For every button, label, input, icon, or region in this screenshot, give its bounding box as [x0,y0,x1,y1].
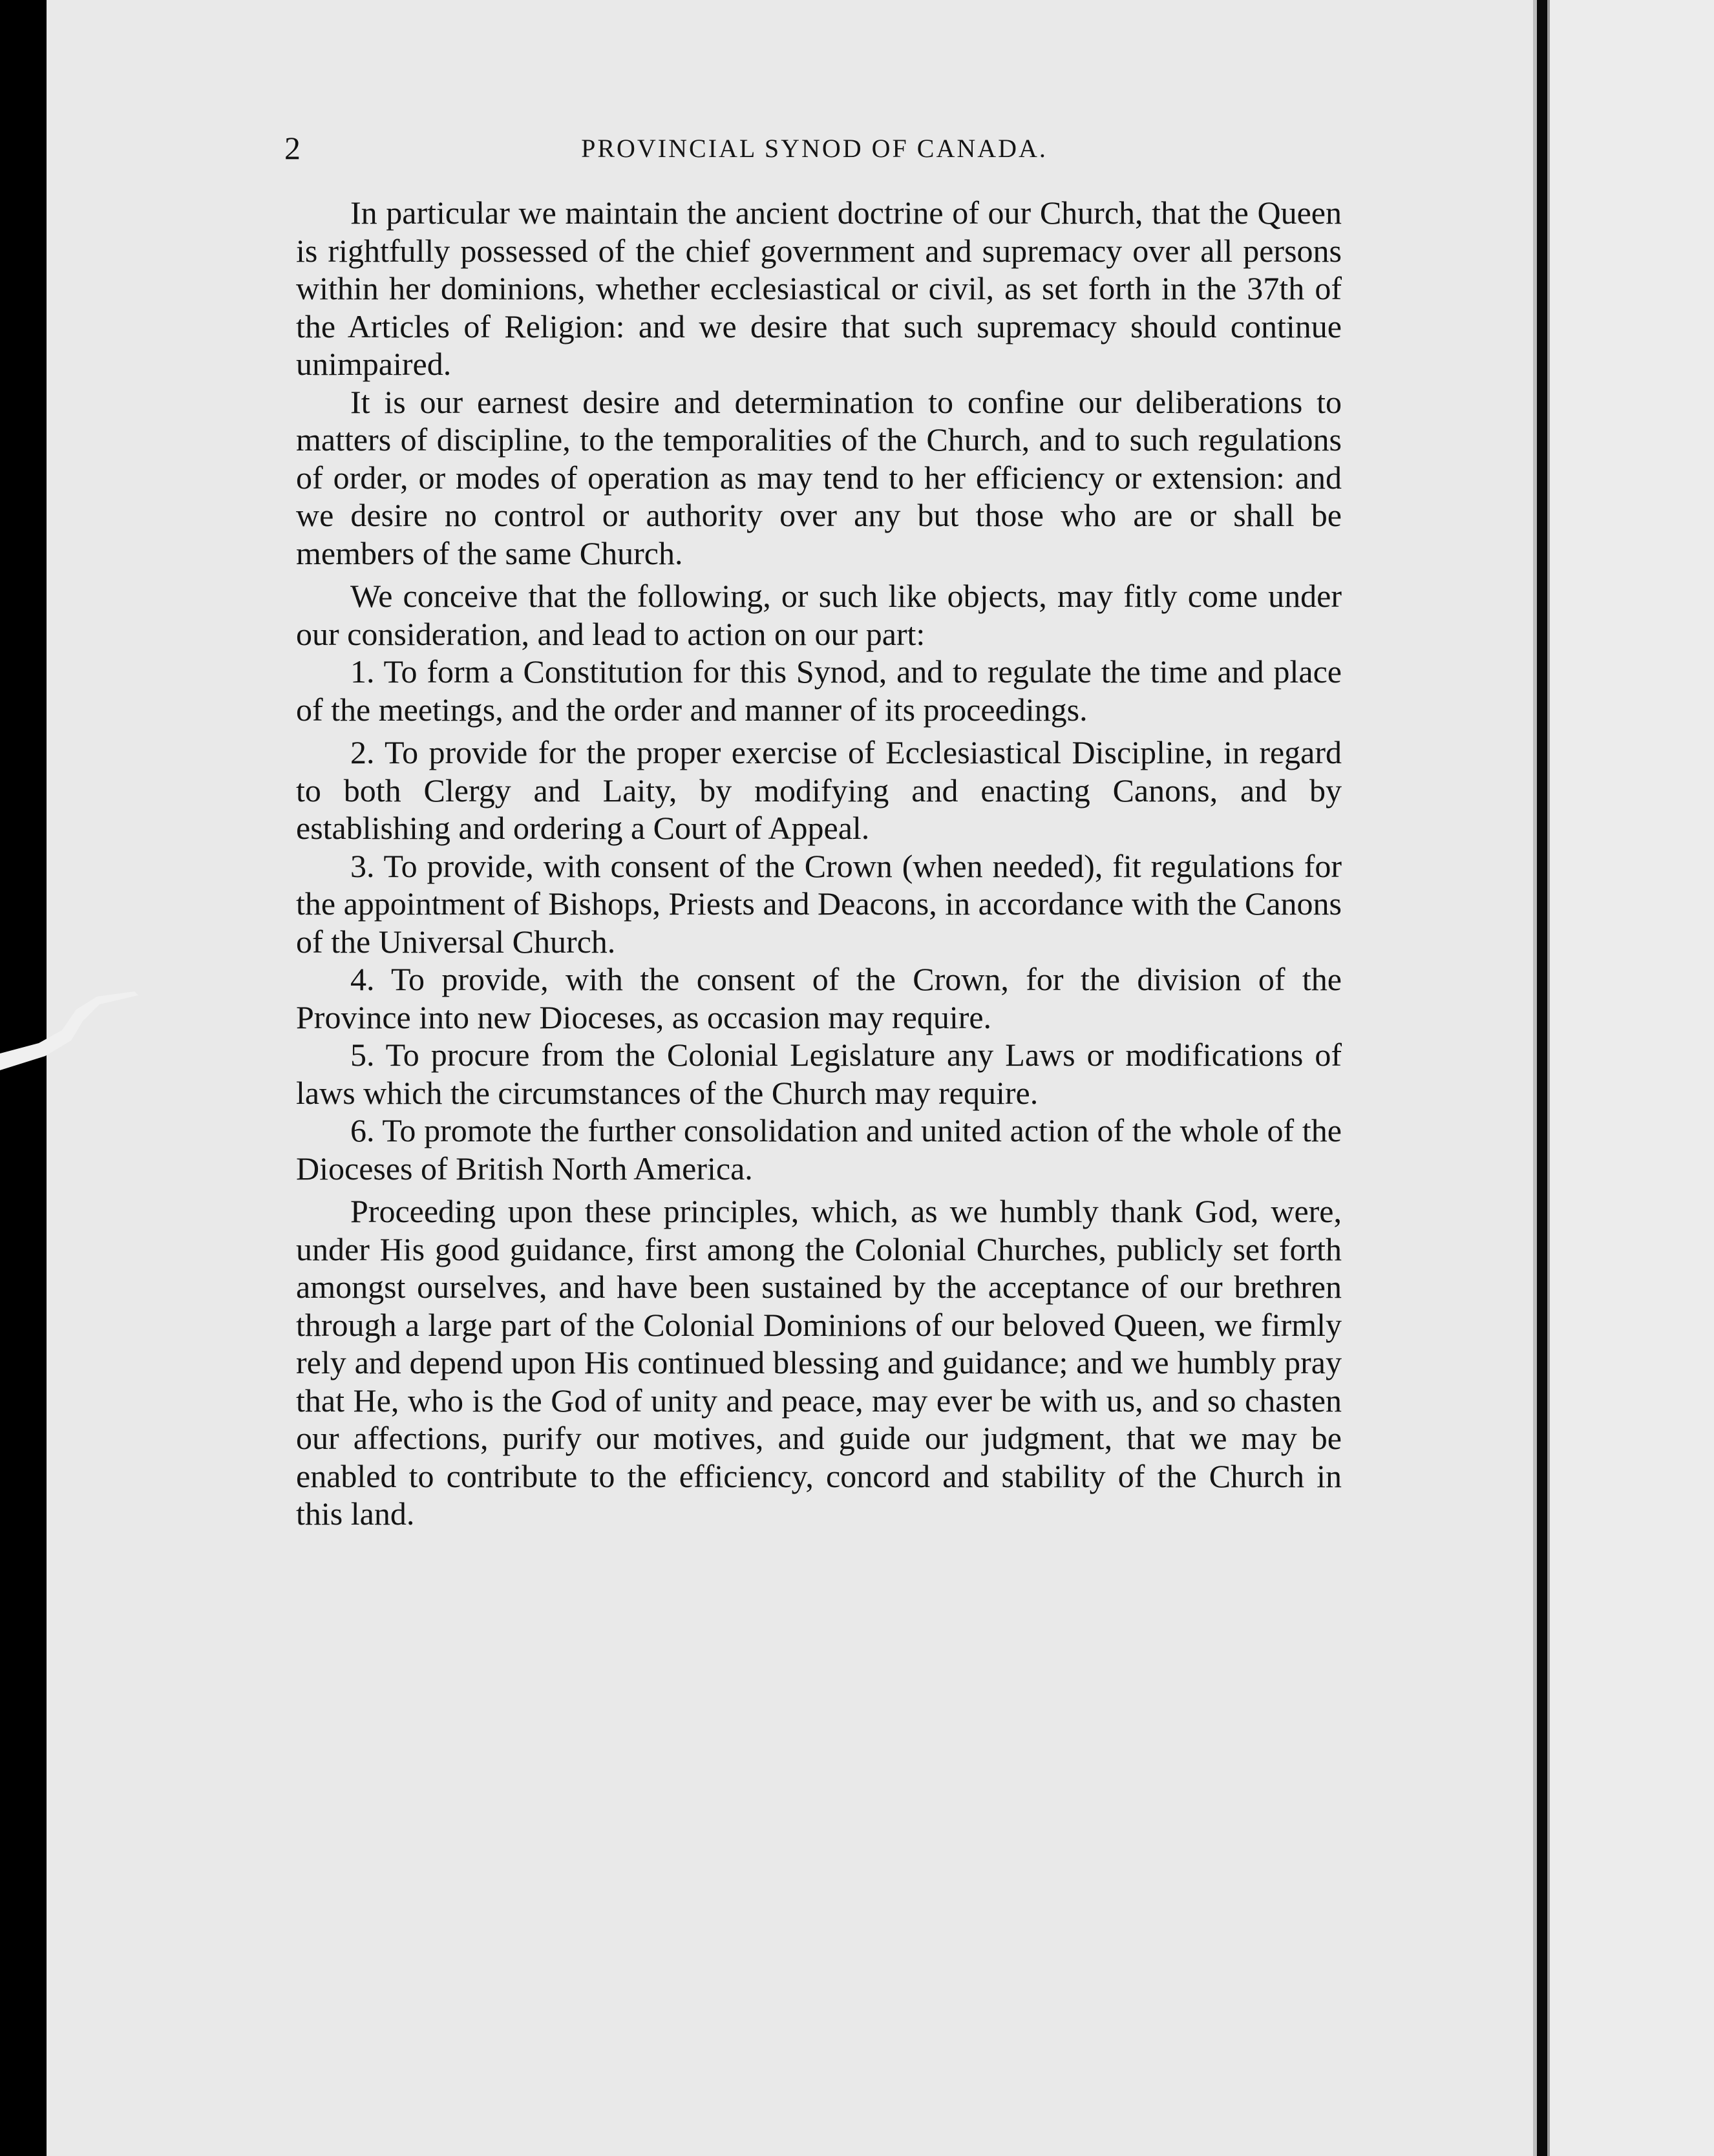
list-item-number: 4. [350,961,375,997]
facing-page-edge [1547,0,1714,2156]
list-item-text: To form a Constitution for this Synod, and to regulate the time and place of the meetings, and the order and manner of its proceedings. [296,653,1342,728]
paragraph-deliberations: It is our earnest desire and determination to confine our deliberations to matters of discipline, to the temporalities of the Church, and to such regulations of order, or modes of operation as may tend to her efficiency or extension: and we desire no control or authority over any but those who are or shall be members of the same Church. [296,383,1342,571]
list-item-text: To provide, with consent of the Crown (when needed), fit regulations for the appointment of Bishops, Priests and Deacons, in accordance with the Canons of the Universal Church. [296,847,1342,960]
list-item-number: 6. [350,1112,375,1148]
scan-artifact [0,976,149,1079]
list-item-number: 3. [350,847,375,884]
paragraph-supremacy: In particular we maintain the ancient doctrine of our Church, that the Queen is rightfully possessed of the chief government and supremacy over all persons within her dominions, whether ecclesiastical or civil, as set forth in the 37th of the Articles of Religion: and we desire that such supremacy should continue unimpaired. [296,195,1342,382]
document-body [296,194,1342,1533]
page-header [284,129,1344,181]
list-item-text: To provide, with the consent of the Crown, for the division of the Province into new Dioceses, as occasion may require. [296,961,1342,1035]
list-item [296,960,1342,1036]
list-item [296,847,1342,961]
page-number: 2 [284,130,301,166]
paragraph-closing: Proceeding upon these principles, which, as we humbly thank God, were, under His good guidance, first among the Colonial Churches, publicly set forth amongst ourselves, and have been sustained by the acceptance of our brethren through a large part of the Colonial Dominions of our beloved Queen, we firmly rely and depend upon His continued blessing and guidance; and we humbly pray that He, who is the God of unity and peace, may ever be with us, and so chasten our affections, purify our motives, and guide our judgment, that we may be enabled to contribute to the efficiency, concord and stability of the Church in this land. [296,1193,1342,1532]
running-head: PROVINCIAL SYNOD OF CANADA. [581,134,1048,163]
page-fold-edge [1537,0,1547,2156]
list-item [296,653,1342,728]
paragraph-objects: We conceive that the following, or such like objects, may fitly come under our consideration, and lead to action on our part: [296,578,1342,652]
list-item-text: To promote the further consolidation and united action of the whole of the Dioceses of British North America. [296,1112,1342,1187]
list-item-number: 5. [350,1037,375,1073]
list-item-number: 1. [350,653,375,690]
list-item-text: To provide for the proper exercise of Ecclesiastical Discipline, in regard to both Clergy and Laity, by modifying and enacting Canons, and by establishing and ordering a Court of Appeal. [296,734,1342,846]
list-item-text: To procure from the Colonial Legislature any Laws or modifications of laws which the circumstances of the Church may require. [296,1037,1342,1111]
list-item-number: 2. [350,734,375,770]
list-item [296,734,1342,847]
list-item [296,1112,1342,1187]
list-item [296,1036,1342,1112]
